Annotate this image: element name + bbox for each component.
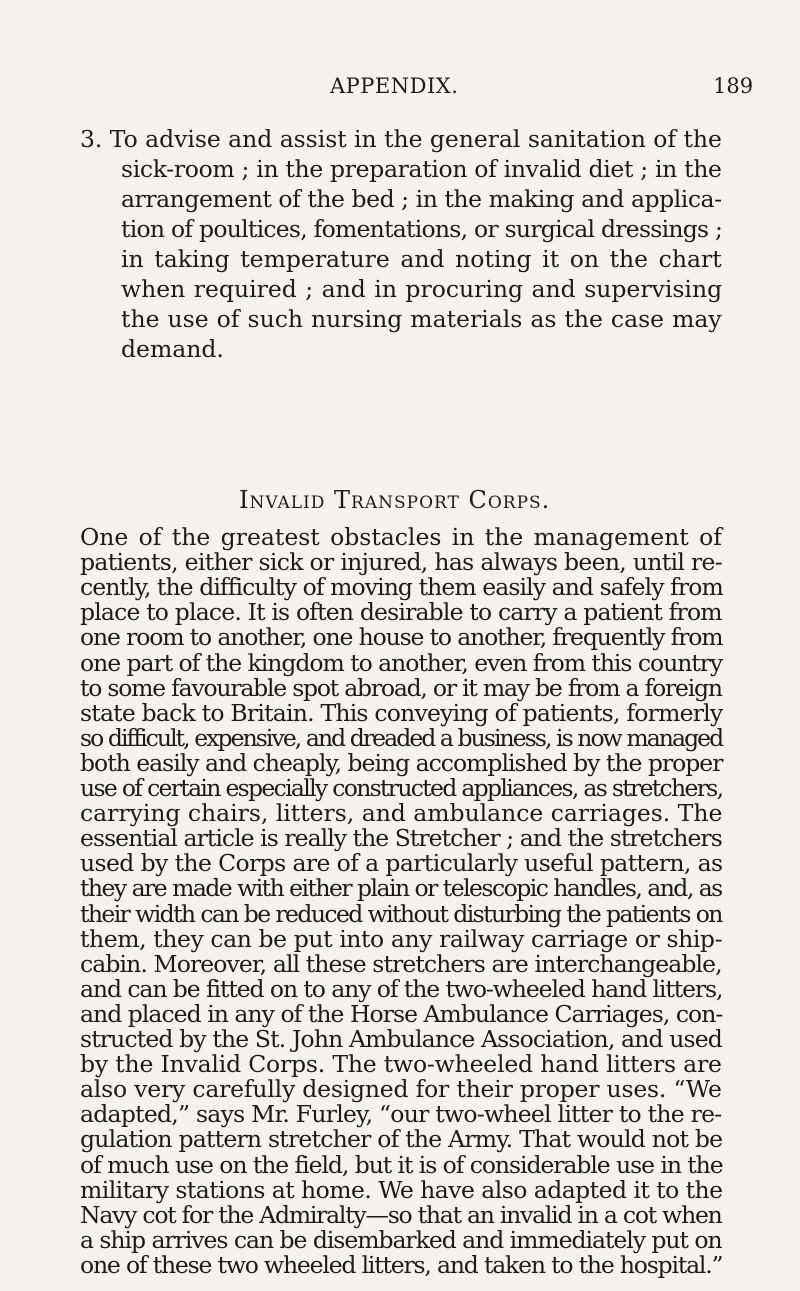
text-line: cabin. Moreover, all these stretchers are interchangeable, xyxy=(80,950,722,978)
text-line: to some favourable spot abroad, or it may be from a foreign xyxy=(80,674,722,702)
text-line: and placed in any of the Horse Ambulance Carriages, con- xyxy=(80,1000,723,1028)
running-title: APPENDIX. xyxy=(330,74,459,98)
text-line: in taking temperature and noting it on the chart xyxy=(121,245,722,273)
text-line: used by the Corps are of a particularly useful pattern, as xyxy=(80,849,723,877)
text-line: gulation pattern stretcher of the Army. That would not be xyxy=(80,1125,723,1153)
text-line: the use of such nursing materials as the case may xyxy=(121,305,722,333)
text-line: both easily and cheaply, being accomplished by the proper xyxy=(80,749,723,777)
text-line: essential article is really the Stretcher ; and the stretchers xyxy=(80,824,722,852)
text-line: their width can be reduced without disturbing the patients on xyxy=(80,900,722,928)
text-line: so difficult, expensive, and dreaded a business, is now managed xyxy=(80,724,723,752)
section-heading: Invalid Transport Corps. xyxy=(239,486,551,514)
text-line: tion of poultices, fomentations, or surgical dressings ; xyxy=(121,215,723,243)
text-line: patients, either sick or injured, has always been, until re- xyxy=(80,548,722,576)
text-line: use of certain especially constructed appliances, as stretchers, xyxy=(80,774,723,802)
text-line: sick-room ; in the preparation of invalid diet ; in the xyxy=(121,155,722,183)
text-line: by the Invalid Corps. The two-wheeled hand litters are xyxy=(80,1050,722,1078)
text-line: One of the greatest obstacles in the management of xyxy=(80,523,722,551)
text-line: 3. To advise and assist in the general sanitation of the xyxy=(80,125,722,153)
text-line: arrangement of the bed ; in the making and applica- xyxy=(121,185,722,213)
text-line: when required ; and in procuring and supervising xyxy=(121,275,723,303)
text-line: them, they can be put into any railway carriage or ship- xyxy=(80,925,723,953)
text-line: and can be fitted on to any of the two-wheeled hand litters, xyxy=(80,975,723,1003)
text-line: carrying chairs, litters, and ambulance carriages. The xyxy=(80,799,723,827)
page-number: 189 xyxy=(713,74,754,98)
text-line: one of these two wheeled litters, and taken to the hospital.” xyxy=(80,1251,723,1279)
text-line: place to place. It is often desirable to carry a patient from xyxy=(80,598,722,626)
text-line: one part of the kingdom to another, even from this country xyxy=(80,649,723,677)
text-line: Navy cot for the Admiralty—so that an invalid in a cot when xyxy=(80,1201,722,1229)
text-line: of much use on the field, but it is of considerable use in the xyxy=(80,1151,723,1179)
text-line: one room to another, one house to another, frequently from xyxy=(80,623,723,651)
text-line: a ship arrives can be disembarked and immediately put on xyxy=(80,1226,722,1254)
running-head xyxy=(0,74,800,104)
text-line: they are made with either plain or telescopic handles, and, as xyxy=(80,874,722,902)
text-line: structed by the St. John Ambulance Association, and used xyxy=(80,1025,722,1053)
text-line: demand. xyxy=(121,335,224,363)
text-line: adapted,” says Mr. Furley, “our two-wheel litter to the re- xyxy=(80,1100,722,1128)
text-line: military stations at home. We have also adapted it to the xyxy=(80,1176,723,1204)
text-line: state back to Britain. This conveying of patients, formerly xyxy=(80,699,723,727)
text-line: cently, the difficulty of moving them easily and safely from xyxy=(80,573,723,601)
text-line: also very carefully designed for their proper uses. “We xyxy=(80,1075,722,1103)
